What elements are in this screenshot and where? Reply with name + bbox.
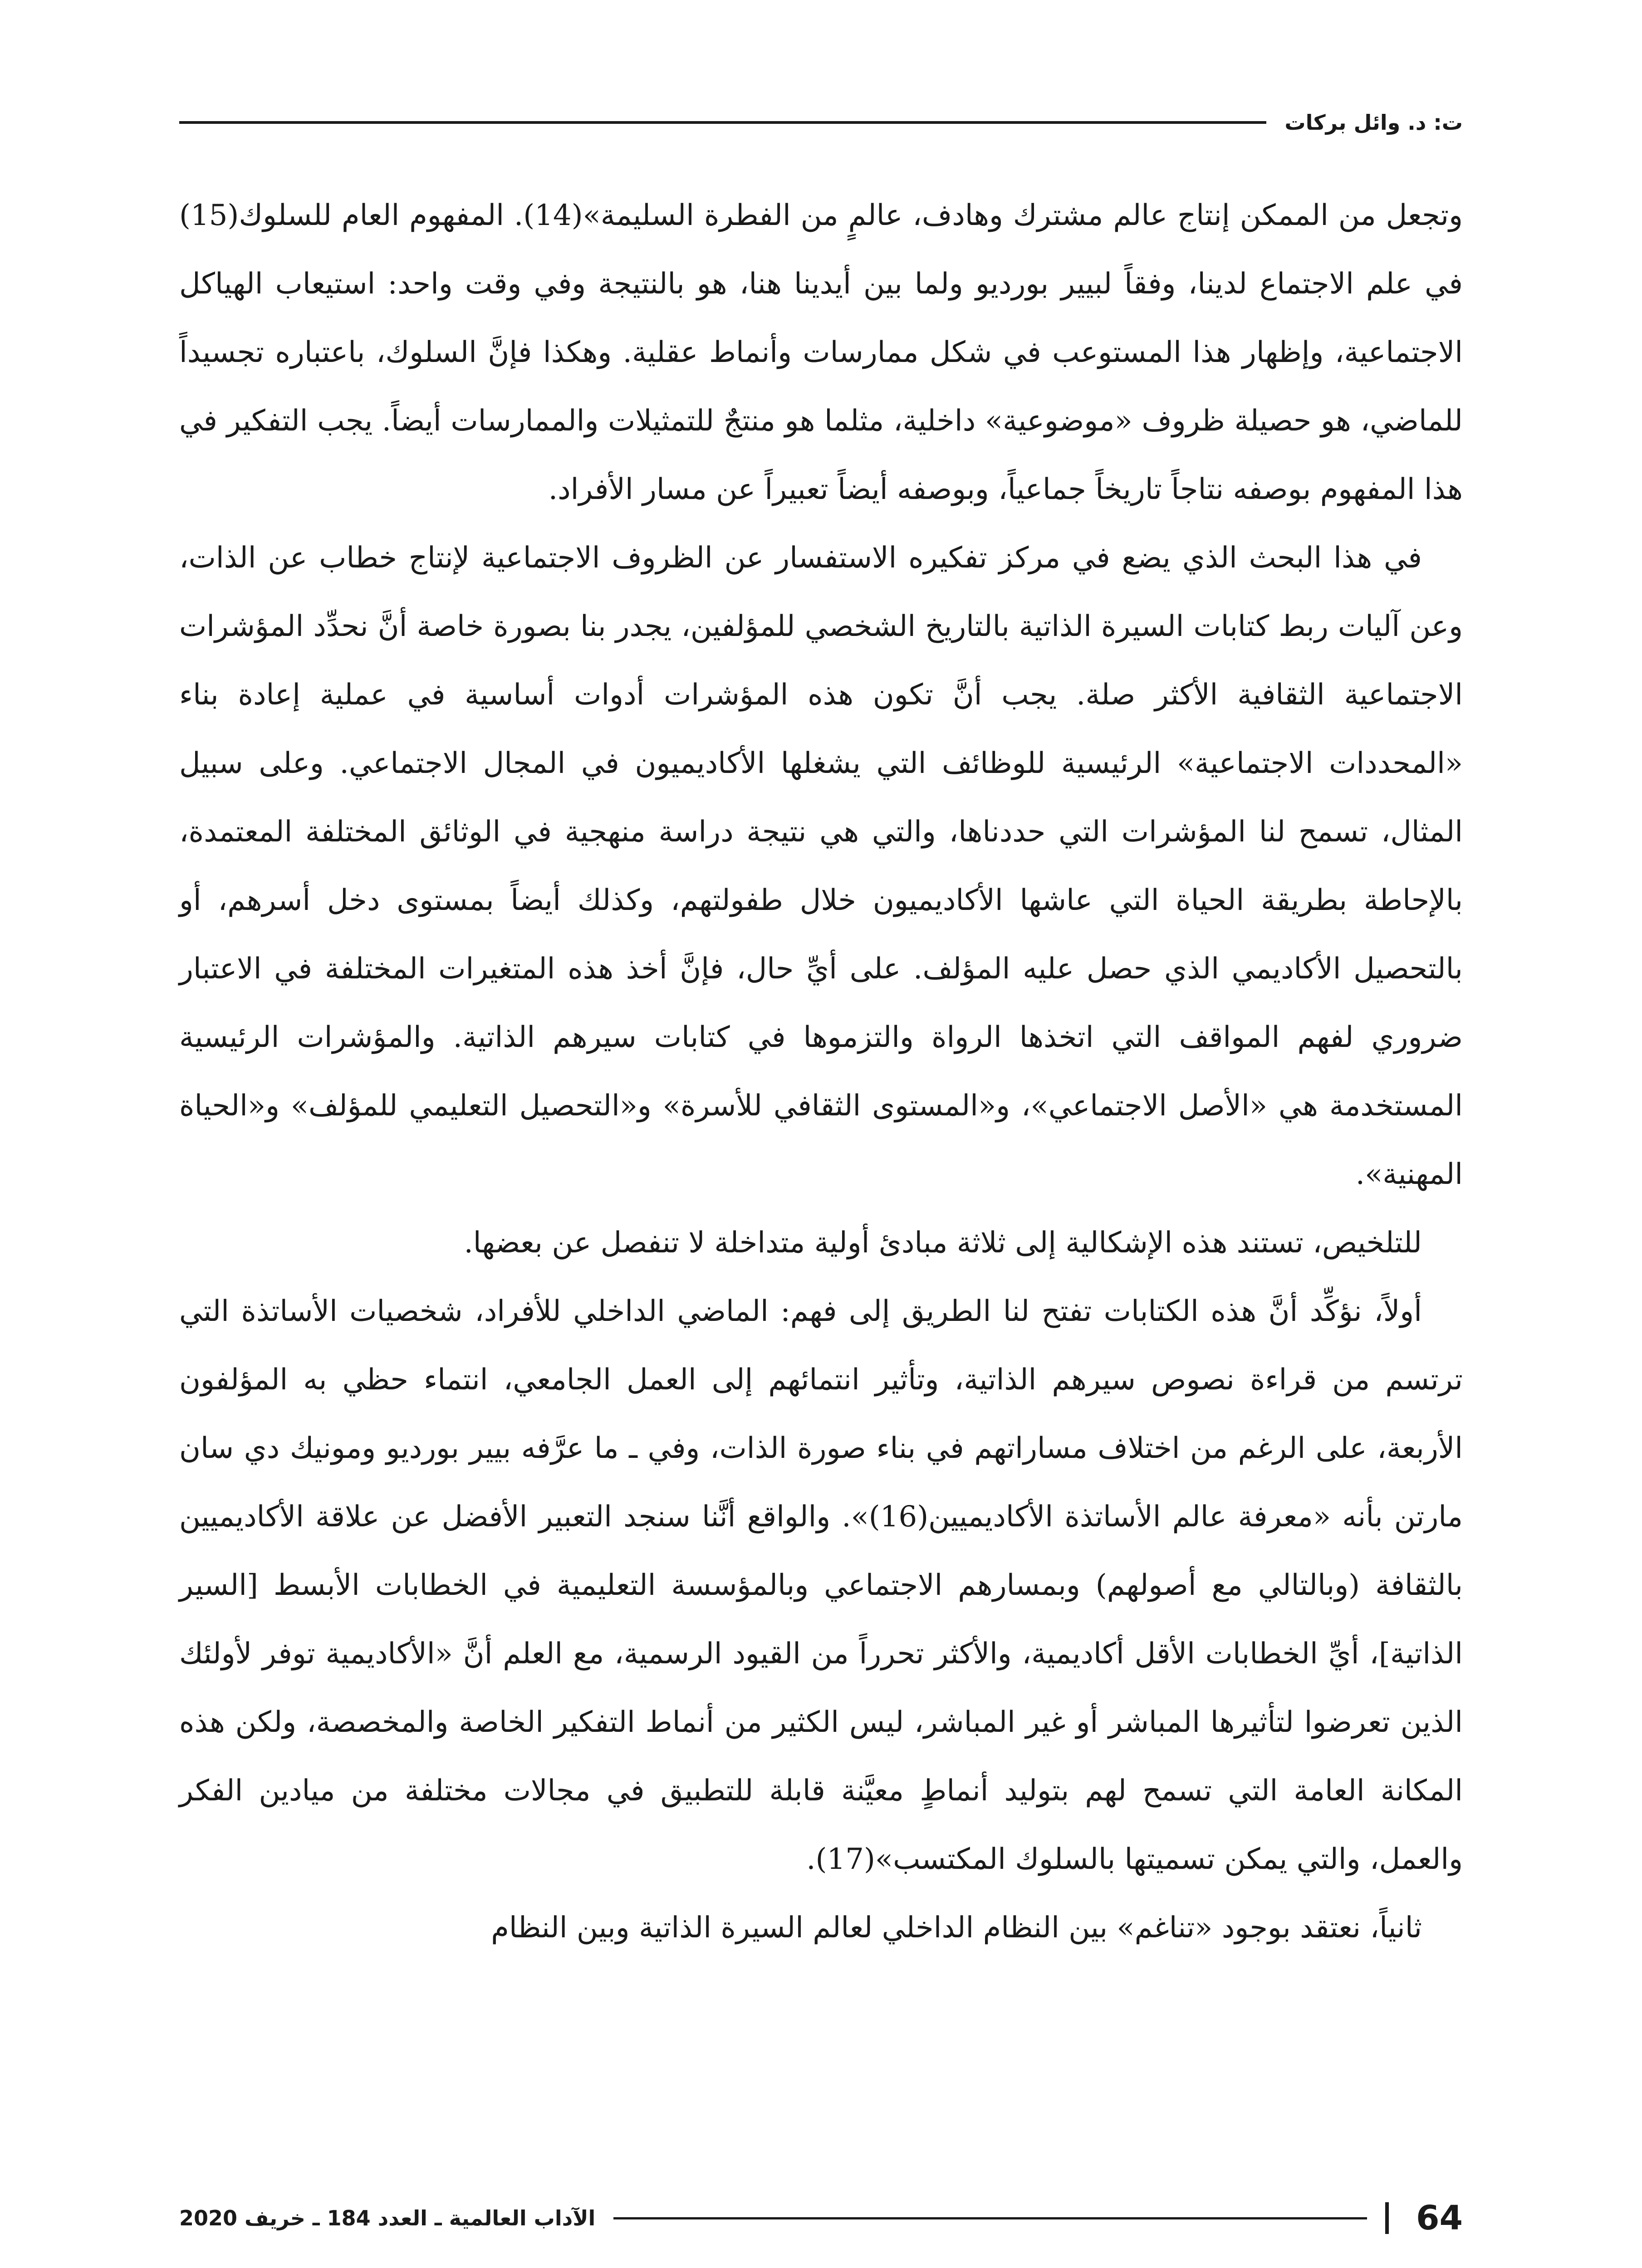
footer-separator-bar [1385, 2202, 1389, 2234]
paragraph-5: ثانياً، نعتقد بوجود «تناغم» بين النظام الداخلي لعالم السيرة الذاتية وبين النظام [491, 1911, 1422, 1945]
header-author: ت: د. وائل بركات [1284, 110, 1463, 135]
running-header [179, 98, 1463, 147]
paragraph-3: للتلخيص، تستند هذه الإشكالية إلى ثلاثة مبادئ أولية متداخلة لا تنفصل عن بعضها. [464, 1226, 1422, 1260]
paragraph-1: وتجعل من الممكن إنتاج عالم مشترك وهادف، عالمٍ من الفطرة السليمة»(14). المفهوم العام للسلوك(15) في علم الاجتماع لدينا، وفقاً لبيير بورديو ولما بين أيدينا هنا، هو بالنتيجة وفي وقت واحد: استيعاب الهياكل الاجتماعية، وإظهار هذا المستوعب في شكل ممارسات وأنماط عقلية. وهكذا فإنَّ السلوك، باعتباره تجسيداً للماضي، هو حصيلة ظروف «موضوعية» داخلية، مثلما هو منتجٌ للتمثيلات والممارسات أيضاً. يجب التفكير في هذا المفهوم بوصفه نتاجاً تاريخاً جماعياً، وبوصفه أيضاً تعبيراً عن مسار الأفراد. [179, 199, 1463, 506]
footer-rule [613, 2217, 1367, 2219]
page-footer [179, 2195, 1463, 2241]
paragraph-2: في هذا البحث الذي يضع في مركز تفكيره الاستفسار عن الظروف الاجتماعية لإنتاج خطاب عن الذات، وعن آليات ربط كتابات السيرة الذاتية بالتاريخ الشخصي للمؤلفين، يجدر بنا بصورة خاصة أنَّ نحدِّد المؤشرات الاجتماعية الثقافية الأكثر صلة. يجب أنَّ تكون هذه المؤشرات أدوات أساسية في عملية إعادة بناء «المحددات الاجتماعية» الرئيسية للوظائف التي يشغلها الأكاديميون في المجال الاجتماعي. وعلى سبيل المثال، تسمح لنا المؤشرات التي حددناها، والتي هي نتيجة دراسة منهجية في الوثائق المختلفة المعتمدة، بالإحاطة بطريقة الحياة التي عاشها الأكاديميون خلال طفولتهم، وكذلك أيضاً بمستوى دخل أسرهم، أو بالتحصيل الأكاديمي الذي حصل عليه المؤلف. على أيِّ حال، فإنَّ أخذ هذه المتغيرات المختلفة في الاعتبار ضروري لفهم المواقف التي اتخذها الرواة والتزموها في كتابات سيرهم الذاتية. والمؤشرات الرئيسية المستخدمة هي «الأصل الاجتماعي»، و«المستوى الثقافي للأسرة» و«التحصيل التعليمي للمؤلف» و«الحياة المهنية». [179, 541, 1463, 1191]
paragraph-4: أولاً، نؤكِّد أنَّ هذه الكتابات تفتح لنا الطريق إلى فهم: الماضي الداخلي للأفراد، شخصيات الأساتذة التي ترتسم من قراءة نصوص سيرهم الذاتية، وتأثير انتمائهم إلى العمل الجامعي، انتماء حظي به المؤلفون الأربعة، على الرغم من اختلاف مساراتهم في بناء صورة الذات، وفي ـ ما عرَّفه بيير بورديو ومونيك دي سان مارتن بأنه «معرفة عالم الأساتذة الأكاديميين(16)». والواقع أنَّنا سنجد التعبير الأفضل عن علاقة الأكاديميين بالثقافة (وبالتالي مع أصولهم) وبمسارهم الاجتماعي وبالمؤسسة التعليمية في الخطابات الأبسط [السير الذاتية]، أيِّ الخطابات الأقل أكاديمية، والأكثر تحرراً من القيود الرسمية، مع العلم أنَّ «الأكاديمية توفر لأولئك الذين تعرضوا لتأثيرها المباشر أو غير المباشر، ليس الكثير من أنماط التفكير الخاصة والمخصصة، ولكن هذه المكانة العامة التي تسمح لهم بتوليد أنماطٍ معيَّنة قابلة للتطبيق في مجالات مختلفة من ميادين الفكر والعمل، والتي يمكن تسميتها بالسلوك المكتسب»(17). [179, 1295, 1463, 1876]
article-body [179, 181, 1463, 1962]
header-rule [179, 121, 1266, 124]
journal-info: الآداب العالمية ـ العدد 184 ـ خريف 2020 [179, 2206, 596, 2230]
page-number: 64 [1416, 2199, 1463, 2238]
